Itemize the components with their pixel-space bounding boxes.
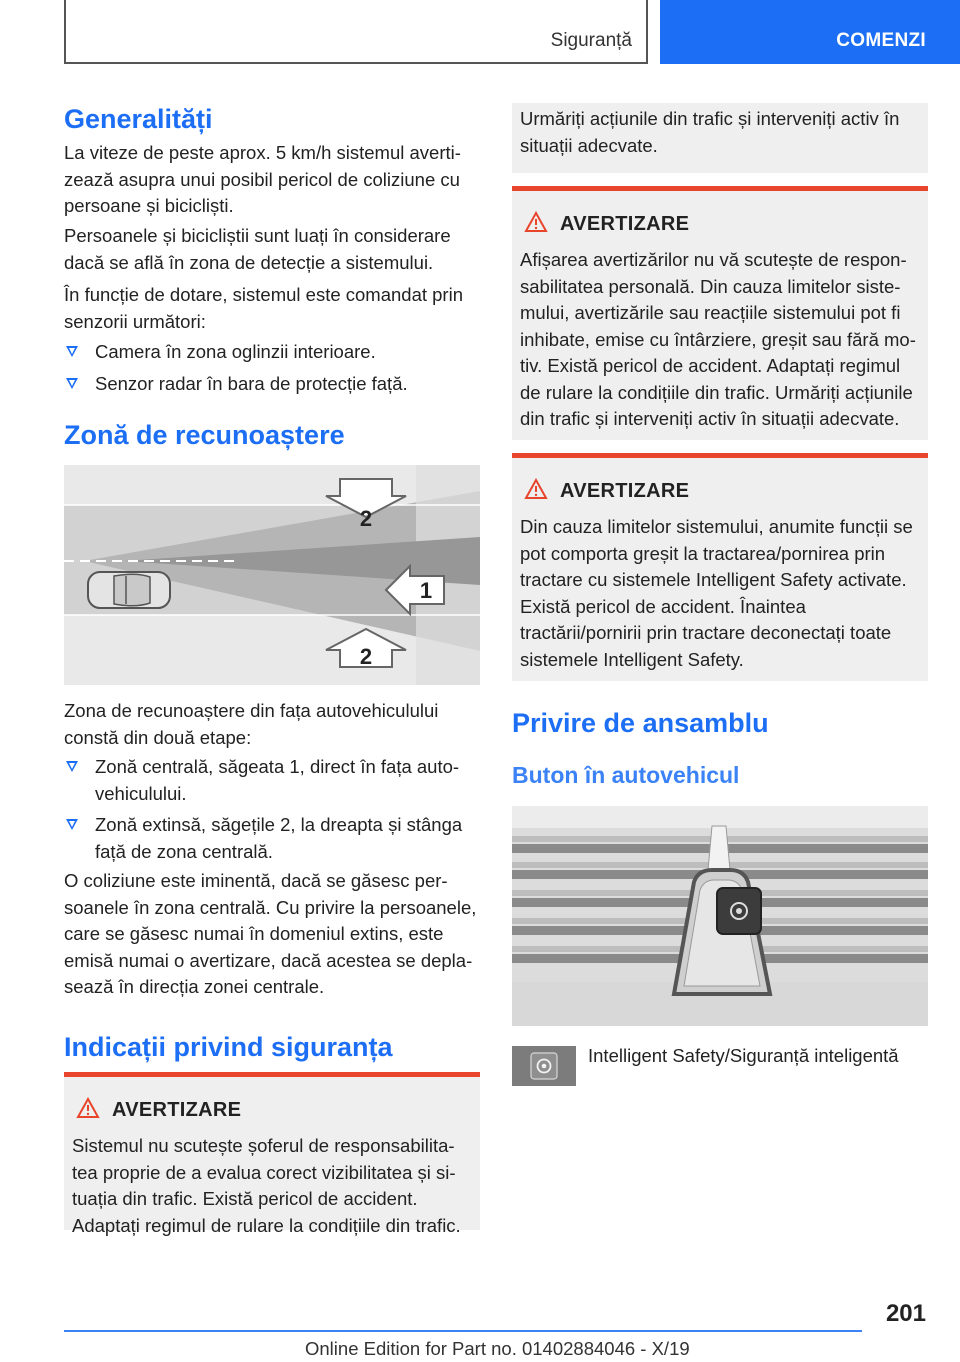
paragraph-intro: La viteze de peste aprox. 5 km/h sistemul averti‐zează asupra unui posibil pericol de coliziune cu persoane și bicicliști. [64, 142, 461, 216]
warning-triangle-icon [524, 478, 548, 500]
warning-text: Din cauza limitelor sistemului, anumite funcții se pot comporta greșit la tractarea/pornirea prin tractare cu sistemele Intelligent Safety activate. Există pericol de accident. Înaintea tractării/pornirii prin tractare deconectați toate sistemele Intelligent Safety. [520, 516, 913, 670]
footer-edition: Online Edition for Part no. 01402884046 - X/19 [305, 1338, 690, 1359]
warning-text: Sistemul nu scutește șoferul de responsabilita‐tea proprie de a evalua corect vizibilitatea și si‐tuația din trafic. Există pericol de accident. Adaptați regimul de rulare la condițiile din trafic. [72, 1135, 461, 1236]
continued-warning-box [512, 103, 928, 173]
header-section-box [64, 0, 648, 64]
warning-box-responsibility [64, 1072, 480, 1236]
bullet-triangle-icon [66, 346, 78, 357]
warning-box-towing [512, 453, 928, 681]
warning-text: Afișarea avertizărilor nu vă scutește de respon‐sabilitatea personală. Din cauza limitelor siste‐mului, avertizările sau reacțiile sistemului pot fi inhibate, emise cu întârziere, greșit sau fără mo‐tiv. Există pericol de accident. Adaptați regimul de rulare la condițiile din trafic. Urmăriți acțiunile din trafic și interveniți activ în situații adecvate. [520, 249, 916, 429]
warning-triangle-icon [76, 1097, 100, 1119]
label-2-bottom: 2 [359, 644, 373, 669]
heading-buton-autovehicul: Buton în autovehicul [512, 762, 740, 788]
car-icon [88, 572, 170, 608]
header-tab-comenzi[interactable] [660, 0, 960, 64]
header-tab-label: COMENZI [836, 30, 926, 51]
detection-zone-diagram [64, 465, 480, 685]
warning-title: AVERTIZARE [112, 1099, 242, 1121]
heading-privire-ansamblu: Privire de ansamblu [512, 708, 769, 738]
warning-title: AVERTIZARE [560, 480, 690, 502]
bullet-triangle-icon [66, 378, 78, 389]
heading-zona-recunoastere: Zonă de recunoaștere [64, 420, 345, 450]
warning-box-personal-responsibility [512, 186, 928, 440]
button-location-photo [512, 806, 928, 1026]
paragraph-sensors: În funcție de dotare, sistemul este comandat prin senzorii următori: [64, 284, 463, 332]
paragraph-persons: Persoanele și bicicliștii sunt luați în considerare dacă se află în zona de detecție a sistemului. [64, 225, 451, 273]
label-1: 1 [419, 578, 433, 603]
heading-generalitati: Generalități [64, 104, 213, 134]
footer-divider [64, 1330, 862, 1332]
warning-title: AVERTIZARE [560, 213, 690, 235]
continued-warning-text: Urmăriți acțiunile din trafic și interveniți activ în situații adecvate. [520, 108, 900, 156]
heading-indicatii-siguranta: Indicații privind siguranța [64, 1032, 393, 1062]
label-2-top: 2 [359, 506, 373, 531]
paragraph-collision: O coliziune este iminentă, dacă se găsesc per‐soanele în zona centrală. Cu privire la persoanele, care se găsesc numai în domeniul extins, este emisă numai o avertizare, dacă acestea se depla‐sează în direcția zonei centrale. [64, 870, 477, 997]
bullet-triangle-icon [66, 761, 78, 772]
button-caption: Intelligent Safety/Siguranță inteligentă [588, 1045, 899, 1066]
bullet-triangle-icon [66, 819, 78, 830]
intelligent-safety-button-icon [512, 1046, 576, 1086]
paragraph-zone-stages: Zona de recunoaștere din fața autovehiculului constă din două etape: [64, 700, 439, 748]
header-section-title: Siguranță [550, 30, 632, 51]
warning-triangle-icon [524, 211, 548, 233]
page-number: 201 [885, 1300, 926, 1327]
